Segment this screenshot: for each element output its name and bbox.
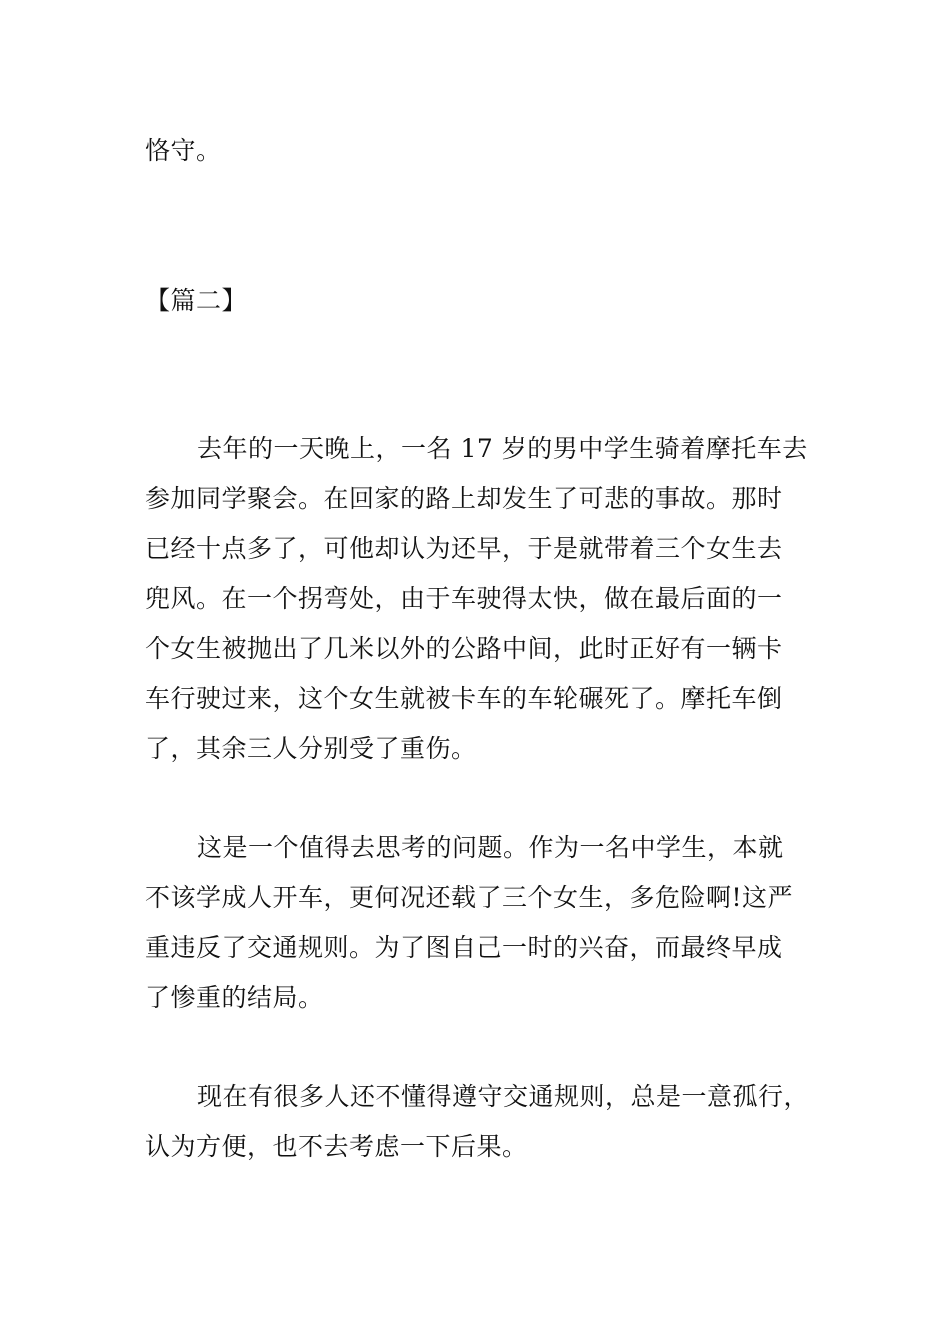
section-heading: 【篇二】	[145, 286, 248, 315]
paragraph-line: 兜风。在一个拐弯处，由于车驶得太快，做在最后面的一	[145, 584, 783, 613]
continuation-text: 恪守。	[145, 136, 222, 165]
paragraph-line: 了，其余三人分别受了重伤。	[145, 734, 477, 763]
paragraph-line: 这是一个值得去思考的问题。作为一名中学生，本就	[197, 833, 784, 862]
paragraph-line: 参加同学聚会。在回家的路上却发生了可悲的事故。那时	[145, 484, 783, 513]
paragraph-line: 已经十点多了，可他却认为还早，于是就带着三个女生去	[145, 534, 783, 563]
paragraph-line: 现在有很多人还不懂得遵守交通规则，总是一意孤行，	[197, 1082, 810, 1111]
paragraph-line: 个女生被抛出了几米以外的公路中间，此时正好有一辆卡	[145, 634, 783, 663]
paragraph-line: 去年的一天晚上，一名 17 岁的男中学生骑着摩托车去	[197, 434, 808, 463]
paragraph-line: 认为方便，也不去考虑一下后果。	[145, 1132, 528, 1161]
paragraph-line: 重违反了交通规则。为了图自己一时的兴奋，而最终早成	[145, 933, 783, 962]
paragraph-line: 不该学成人开车，更何况还载了三个女生，多危险啊!这严	[145, 883, 794, 912]
paragraph-line: 车行驶过来，这个女生就被卡车的车轮碾死了。摩托车倒	[145, 684, 783, 713]
paragraph-line: 了惨重的结局。	[145, 983, 324, 1012]
